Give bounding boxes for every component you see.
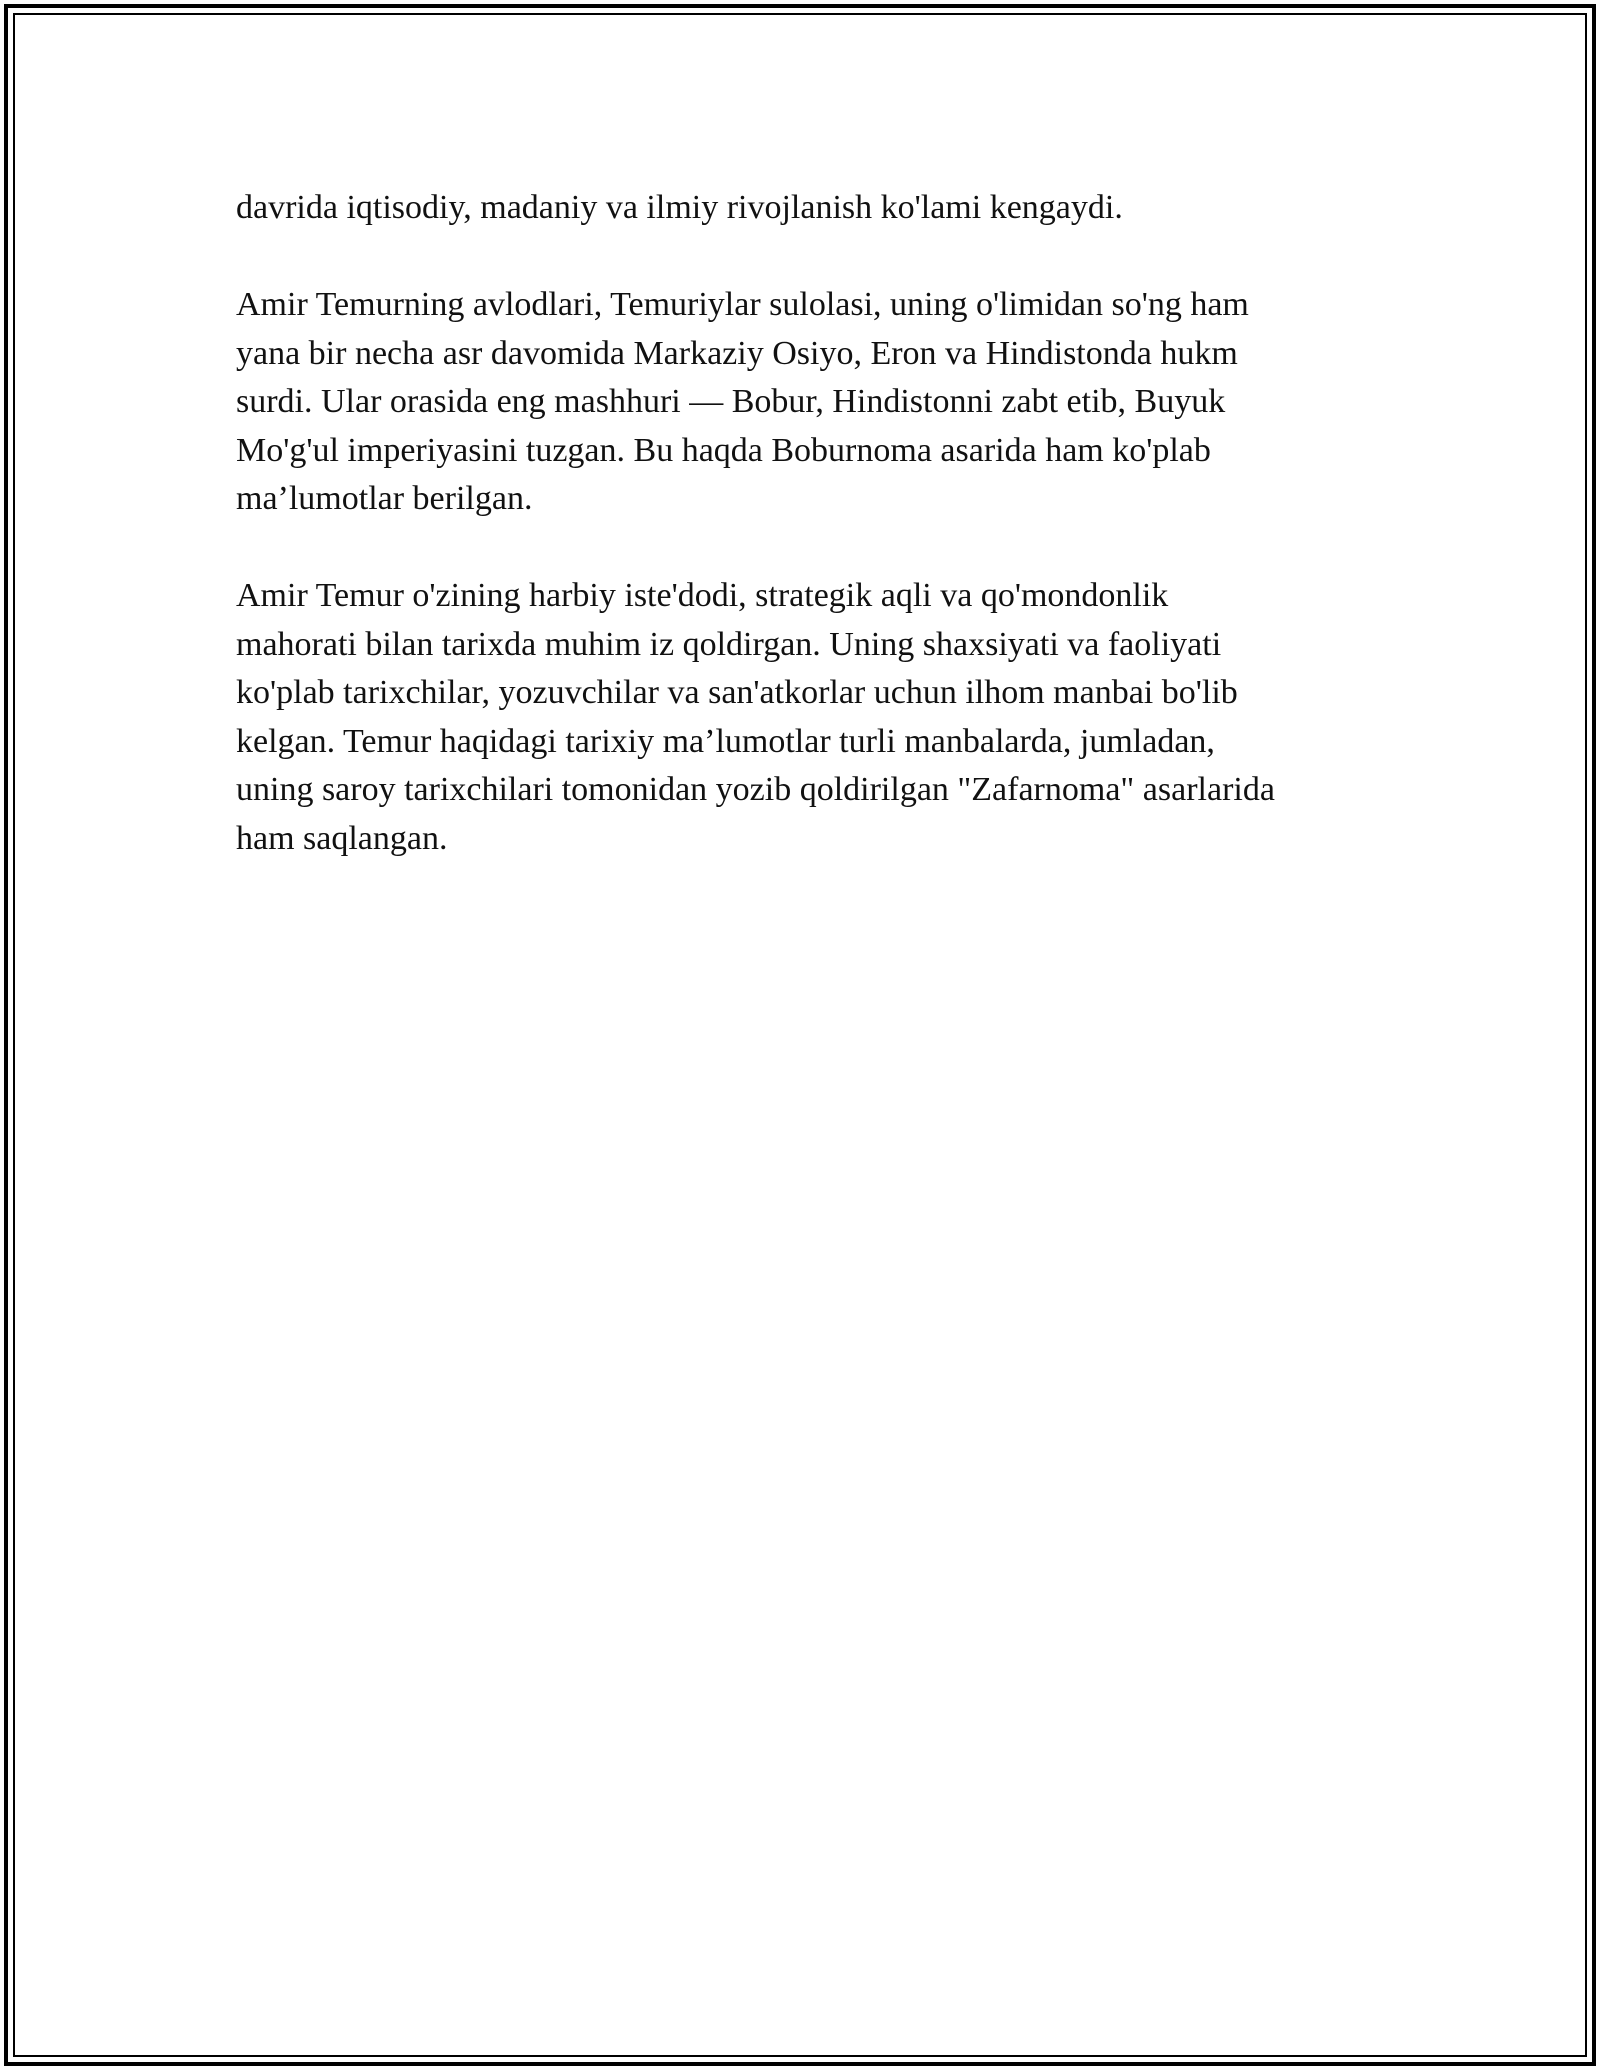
document-body: [236, 184, 1366, 912]
paragraph-3: Amir Temur o'zining harbiy iste'dodi, strategik aqli va qo'mondonlik mahorati bilan tarixda muhim iz qoldirgan. Uning shaxsiyati va faoliyati ko'plab tarixchilar, yozuvchilar va san'atkorlar uchun ilhom manbai bo'lib kelgan. Temur haqidagi tarixiy ma’lumotlar turli manbalarda, jumladan, uning saroy tarixchilari tomonidan yozib qoldirilgan "Zafarnoma" asarlarida ham saqlangan.: [236, 577, 1275, 857]
paragraph-1: davrida iqtisodiy, madaniy va ilmiy rivojlanish ko'lami kengaydi.: [236, 189, 1123, 226]
paragraph-2: Amir Temurning avlodlari, Temuriylar sulolasi, uning o'limidan so'ng ham yana bir necha asr davomida Markaziy Osiyo, Eron va Hindistonda hukm surdi. Ular orasida eng mashhuri — Bobur, Hindistonni zabt etib, Buyuk Mo'g'ul imperiyasini tuzgan. Bu haqda Boburnoma asarida ham ko'plab ma’lumotlar berilgan.: [236, 286, 1249, 517]
